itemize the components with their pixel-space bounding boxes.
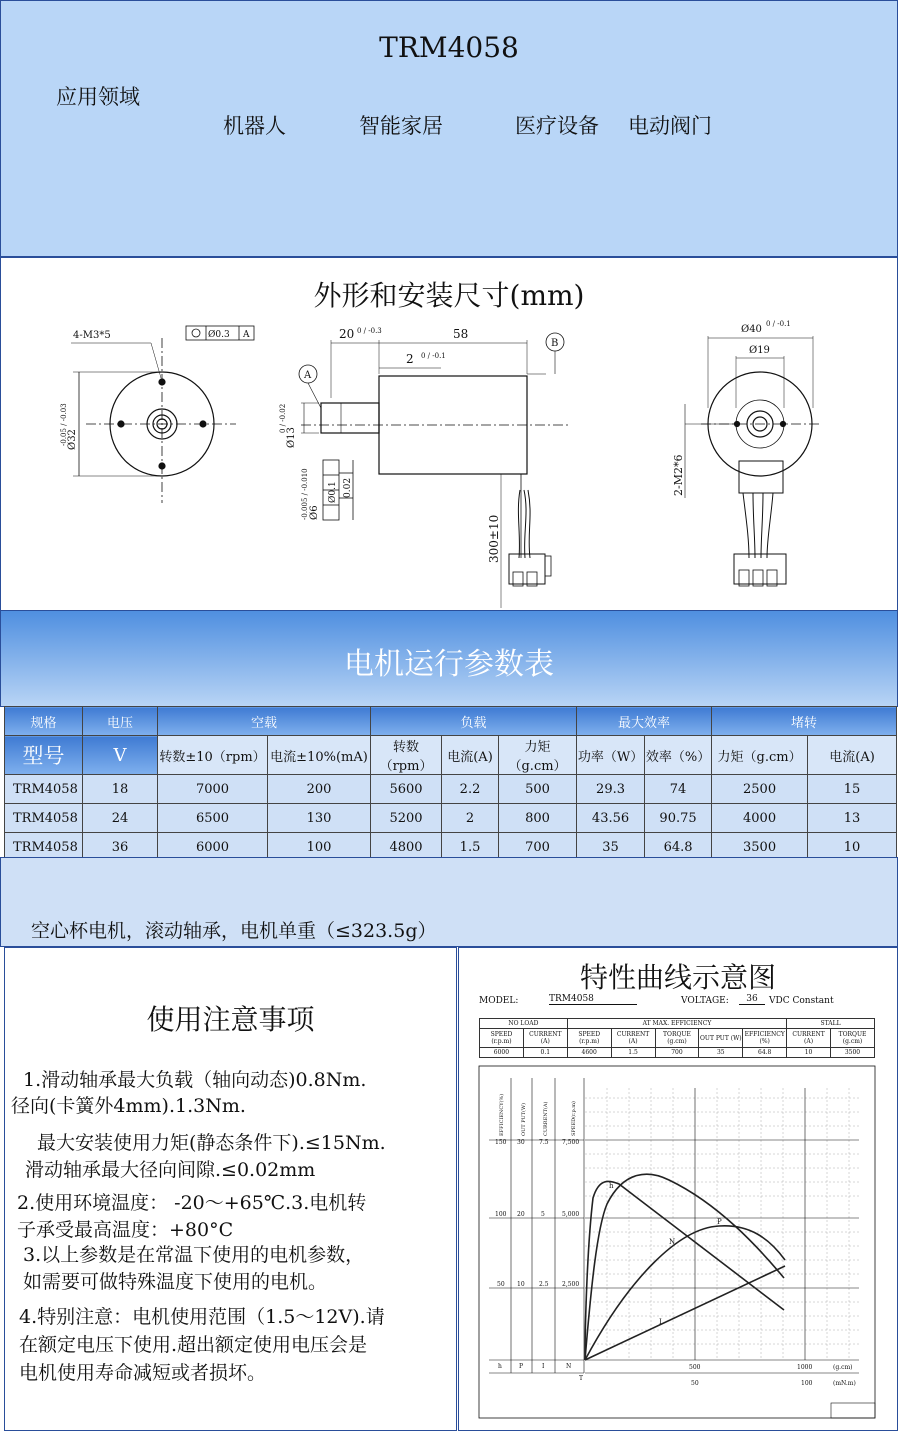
dim2-tolerance: 0 / -0.1 xyxy=(421,352,446,360)
x-unit-mnm: (mN.m) xyxy=(833,1380,856,1387)
usage-line: 2.使用环境温度： -20～+65℃.3.电机转 xyxy=(17,1192,367,1214)
curve-panel xyxy=(458,947,898,1431)
col-value: 3500 xyxy=(831,1048,875,1058)
cell: 2500 xyxy=(712,775,808,804)
hdr-v: V xyxy=(83,736,158,775)
cell: 800 xyxy=(499,804,577,833)
axis-letter-i: I xyxy=(542,1363,545,1370)
dia6-label: Ø6 xyxy=(309,505,320,520)
dim58-label: 58 xyxy=(453,327,469,341)
motor-note: 空心杯电机，滚动轴承，电机单重（≤323.5g） xyxy=(31,920,437,942)
usage-line: 最大安装使用力矩(静态条件下).≤15Nm. xyxy=(37,1132,386,1154)
voltage-unit: VDC Constant xyxy=(769,996,834,1006)
col-head: CURRENT (A) xyxy=(787,1029,831,1048)
cell: 13 xyxy=(808,804,897,833)
table-row xyxy=(5,804,897,833)
cell: 18 xyxy=(83,775,158,804)
cell-model: TRM4058 xyxy=(5,775,83,804)
scale-eff-100: 100 xyxy=(495,1211,507,1218)
dim2-label: 2 xyxy=(406,352,414,366)
curve-label-p: P xyxy=(717,1218,722,1226)
scale-cur-5: 5 xyxy=(541,1211,545,1218)
col-value: 10 xyxy=(787,1048,831,1058)
cell: 64.8 xyxy=(645,833,712,862)
dia13-label: Ø13 xyxy=(286,427,297,448)
cell: 5600 xyxy=(371,775,442,804)
cell: 200 xyxy=(268,775,371,804)
usage-line: 电机使用寿命减短或者损坏。 xyxy=(19,1362,267,1384)
usage-line: 子承受最高温度：+80°C xyxy=(17,1219,234,1241)
cell-model: TRM4058 xyxy=(5,804,83,833)
tolerance-01: Ø0.1 xyxy=(328,481,338,503)
voltage-label: VOLTAGE: xyxy=(681,996,729,1006)
header-banner xyxy=(0,0,898,257)
usage-line: 4.特别注意：电机使用范围（1.5～12V).请 xyxy=(19,1306,385,1328)
hdr-efficiency: 效率（%） xyxy=(645,736,712,775)
scale-out-30: 30 xyxy=(517,1139,525,1146)
model-value: TRM4058 xyxy=(549,994,637,1005)
dia40-label: Ø40 xyxy=(741,324,762,335)
lead-length: 300±10 xyxy=(487,514,501,563)
params-title-bar xyxy=(0,610,898,707)
col-head: OUT PUT (W) xyxy=(699,1029,743,1048)
curve-label-n: N xyxy=(669,1238,676,1246)
hdr-stall-torque: 力矩（g.cm） xyxy=(712,736,808,775)
cell: 29.3 xyxy=(577,775,645,804)
dia19-label: Ø19 xyxy=(749,345,770,356)
params-header-row2 xyxy=(5,736,897,775)
t-axis-label: T xyxy=(579,1375,584,1382)
characteristic-curve-chart xyxy=(459,948,897,1430)
m2-label: 2-M2*6 xyxy=(672,454,685,496)
hdr-no-load: 空载 xyxy=(158,707,371,736)
x-tick-mnm-50: 50 xyxy=(691,1380,699,1387)
scale-eff-150: 150 xyxy=(495,1139,507,1146)
datum-a: A xyxy=(304,370,312,381)
cell: 2.2 xyxy=(442,775,499,804)
group-no-load: NO LOAD xyxy=(480,1019,568,1029)
position-tolerance: Ø0.3 xyxy=(208,330,230,340)
hdr-stall: 堵转 xyxy=(712,707,897,736)
dia32-label: Ø32 xyxy=(67,429,78,450)
dim20-label: 20 xyxy=(339,327,355,341)
usage-title: 使用注意事项 xyxy=(146,1003,315,1036)
application-robot: 机器人 xyxy=(223,114,286,138)
hdr-max-efficiency: 最大效率 xyxy=(577,707,712,736)
cell: 4000 xyxy=(712,804,808,833)
usage-line: 1.滑动轴承最大负载（轴向动态)0.8Nm. xyxy=(23,1069,367,1091)
cell: 6000 xyxy=(158,833,268,862)
col-head: CURRENT (A) xyxy=(523,1029,567,1048)
axis-letter-h: h xyxy=(498,1363,502,1370)
cell: 130 xyxy=(268,804,371,833)
cell: 700 xyxy=(499,833,577,862)
hdr-spec: 规格 xyxy=(5,707,83,736)
hdr-power: 功率（W） xyxy=(577,736,645,775)
scale-spd-5000: 5,000 xyxy=(562,1211,580,1218)
cell: 1.5 xyxy=(442,833,499,862)
curve-title: 特性曲线示意图 xyxy=(579,961,776,994)
dia40-tolerance: 0 / -0.1 xyxy=(766,320,791,328)
dimension-drawing xyxy=(1,258,897,610)
usage-line: 如需要可做特殊温度下使用的电机。 xyxy=(23,1271,328,1293)
hdr-load: 负载 xyxy=(371,707,577,736)
col-value: 64.8 xyxy=(743,1048,787,1058)
holes-label: 4-M3*5 xyxy=(73,330,111,341)
product-title: TRM4058 xyxy=(379,31,519,64)
params-header-row1 xyxy=(5,707,897,736)
current-curve xyxy=(585,1266,785,1360)
hdr-load-current: 电流(A) xyxy=(442,736,499,775)
x-tick-gcm-500: 500 xyxy=(689,1364,701,1371)
usage-line: 3.以上参数是在常温下使用的电机参数， xyxy=(23,1244,365,1266)
col-value: 4600 xyxy=(567,1048,611,1058)
usage-line: 在额定电压下使用.超出额定使用电压会是 xyxy=(19,1334,368,1356)
cell: 36 xyxy=(83,833,158,862)
efficiency-curve xyxy=(585,1174,784,1360)
dimension-drawing-panel xyxy=(0,257,898,611)
axis-letter-p: P xyxy=(519,1363,524,1370)
application-smart-home: 智能家居 xyxy=(359,114,443,138)
cell: 4800 xyxy=(371,833,442,862)
axis-title-efficiency: EFFICIENCY(%) xyxy=(499,1093,505,1136)
hdr-noload-speed: 转数±10（rpm） xyxy=(158,736,268,775)
cell: 3500 xyxy=(712,833,808,862)
axis-title-output: OUT PUT(W) xyxy=(521,1102,527,1136)
cell: 74 xyxy=(645,775,712,804)
curve-label-i: I xyxy=(659,1318,662,1326)
params-title: 电机运行参数表 xyxy=(344,647,554,682)
col-value: 6000 xyxy=(480,1048,524,1058)
scale-eff-50: 50 xyxy=(497,1281,505,1288)
cell: 500 xyxy=(499,775,577,804)
voltage-value: 36 xyxy=(739,994,765,1005)
dia6-tolerance: -0.005 / -0.010 xyxy=(301,468,309,520)
col-head: SPEED (r.p.m) xyxy=(567,1029,611,1048)
scale-cur-25: 2.5 xyxy=(539,1281,549,1288)
tolerance-002: 0.02 xyxy=(343,477,353,498)
col-value: 700 xyxy=(655,1048,699,1058)
col-value: 1.5 xyxy=(611,1048,655,1058)
usage-line: 滑动轴承最大径向间隙.≤0.02mm xyxy=(25,1159,316,1181)
cell: 15 xyxy=(808,775,897,804)
application-label: 应用领域 xyxy=(56,85,140,109)
dim20-tolerance: 0 / -0.3 xyxy=(357,327,382,335)
col-head: CURRENT (A) xyxy=(611,1029,655,1048)
x-tick-mnm-100: 100 xyxy=(801,1380,813,1387)
axis-letter-n: N xyxy=(566,1363,572,1370)
note-panel xyxy=(0,857,898,947)
cell: 24 xyxy=(83,804,158,833)
curve-label-h: h xyxy=(609,1182,614,1190)
usage-panel xyxy=(4,947,457,1431)
hdr-load-speed: 转数（rpm） xyxy=(371,736,442,775)
group-stall: STALL xyxy=(787,1019,875,1029)
scale-cur-75: 7.5 xyxy=(539,1139,549,1146)
hdr-stall-current: 电流(A) xyxy=(808,736,897,775)
cell: 90.75 xyxy=(645,804,712,833)
cell: 5200 xyxy=(371,804,442,833)
col-head: TORQUE (g.cm) xyxy=(655,1029,699,1048)
axis-title-speed: SPEED(r.p.m) xyxy=(571,1101,577,1136)
hdr-noload-current: 电流±10%(mA) xyxy=(268,736,371,775)
cell: 7000 xyxy=(158,775,268,804)
dia32-tolerance: -0.05 / -0.03 xyxy=(60,403,68,446)
datum-a-ref: A xyxy=(243,330,250,340)
axis-title-current: CURRENT(A) xyxy=(543,1101,549,1136)
params-table xyxy=(4,706,897,862)
model-label: MODEL: xyxy=(479,996,519,1006)
drawing-title: 外形和安装尺寸(mm) xyxy=(313,279,585,312)
application-medical: 医疗设备 xyxy=(515,114,599,138)
cell-model: TRM4058 xyxy=(5,833,83,862)
speed-curve xyxy=(585,1181,784,1360)
x-tick-gcm-1000: 1000 xyxy=(797,1364,813,1371)
hdr-load-torque: 力矩（g.cm） xyxy=(499,736,577,775)
col-value: 0.1 xyxy=(523,1048,567,1058)
application-valve: 电动阀门 xyxy=(628,114,712,138)
scale-spd-7500: 7,500 xyxy=(562,1139,580,1146)
cell: 2 xyxy=(442,804,499,833)
col-head: SPEED (r.p.m) xyxy=(480,1029,524,1048)
hdr-model: 型号 xyxy=(5,736,83,775)
cell: 35 xyxy=(577,833,645,862)
cell: 10 xyxy=(808,833,897,862)
datum-b: B xyxy=(551,338,559,349)
col-head: EFFICIENCY (%) xyxy=(743,1029,787,1048)
col-head: TORQUE (g.cm) xyxy=(831,1029,875,1048)
cell: 43.56 xyxy=(577,804,645,833)
col-value: 35 xyxy=(699,1048,743,1058)
cell: 100 xyxy=(268,833,371,862)
scale-out-10: 10 xyxy=(517,1281,525,1288)
cell: 6500 xyxy=(158,804,268,833)
scale-spd-2500: 2,500 xyxy=(562,1281,580,1288)
x-unit-gcm: (g.cm) xyxy=(833,1364,853,1371)
dia13-tolerance: 0 / -0.02 xyxy=(279,403,287,433)
usage-line: 径向(卡簧外4mm).1.3Nm. xyxy=(11,1095,246,1117)
group-max-eff: AT MAX. EFFICIENCY xyxy=(567,1019,786,1029)
hdr-voltage: 电压 xyxy=(83,707,158,736)
scale-out-20: 20 xyxy=(517,1211,525,1218)
table-row xyxy=(5,775,897,804)
